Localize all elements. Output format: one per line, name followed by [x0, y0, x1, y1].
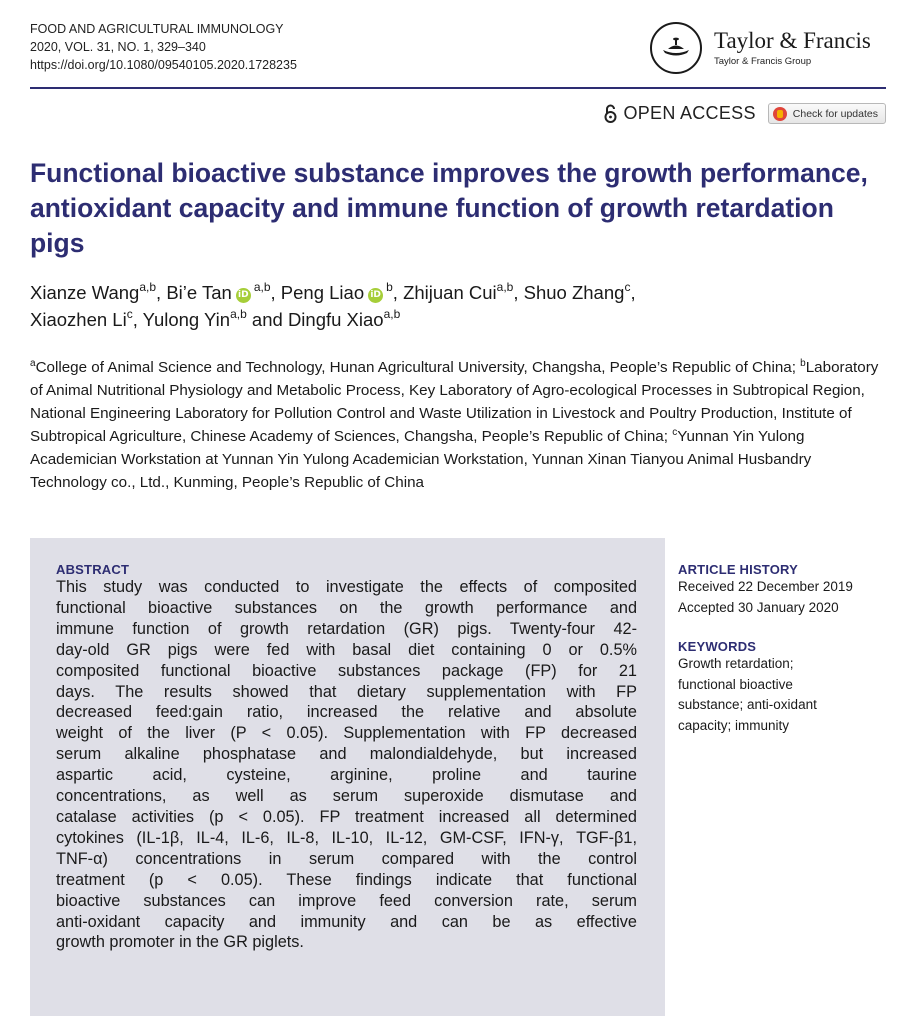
abstract-line: weight of the liver (P < 0.05). Supplementation with FP decreased	[56, 724, 637, 743]
author-affil: a,b	[253, 279, 271, 294]
publisher-brand	[650, 22, 871, 74]
abstract-line: This study was conducted to investigate the effects of composited	[56, 578, 637, 596]
abstract-line: cytokines (IL-1β, IL-4, IL-6, IL-8, IL-10, IL-12, GM-CSF, IFN-γ, TGF-β1,	[56, 828, 637, 847]
author-affil: a,b	[383, 306, 401, 321]
affil-label: b	[800, 357, 806, 369]
author-name[interactable]: Bi’e Tan	[166, 282, 232, 303]
author-affil: a,b	[496, 279, 514, 294]
keyword-line: Growth retardation;	[678, 656, 794, 671]
keywords	[678, 639, 888, 736]
author-name[interactable]: Yulong Yin	[142, 309, 231, 330]
author-name[interactable]: Dingfu Xiao	[287, 309, 384, 330]
article-history-heading: ARTICLE HISTORY	[678, 562, 799, 577]
check-updates-label: Check for updates	[792, 107, 878, 120]
publisher-group: Taylor & Francis Group	[714, 56, 812, 67]
author-name[interactable]: Shuo Zhang	[523, 282, 625, 303]
accepted-date: Accepted 30 January 2020	[678, 599, 839, 615]
abstract-line: treatment (p < 0.05). These findings indicate that functional	[56, 870, 637, 889]
abstract-line: growth promoter in the GR piglets.	[56, 933, 304, 952]
abstract-line: bioactive substances can improve feed conversion rate, serum	[56, 891, 637, 910]
orcid-icon[interactable]: iD	[368, 288, 383, 303]
abstract-line: decreased feed:gain ratio, increased the relative and absolute	[56, 703, 637, 722]
author-affil: c	[624, 279, 631, 294]
abstract-line: TNF-α) concentrations in serum compared with the control	[56, 849, 637, 868]
abstract-line: day-old GR pigs were fed with basal diet containing 0 or 0.5%	[56, 640, 637, 659]
publisher-logo-icon	[650, 22, 702, 74]
abstract-line: immune function of growth retardation (GR) pigs. Twenty-four 42-	[56, 619, 637, 638]
author-affil: a,b	[230, 306, 247, 321]
open-access-label: OPEN ACCESS	[623, 103, 756, 123]
affil-label: a	[30, 357, 36, 369]
journal-name: FOOD AND AGRICULTURAL IMMUNOLOGY	[30, 22, 284, 36]
author-name[interactable]: Peng Liao	[280, 282, 365, 303]
abstract-text	[56, 577, 637, 953]
crossmark-icon	[773, 107, 787, 121]
journal-citation: 2020, VOL. 31, NO. 1, 329–340	[30, 40, 206, 54]
open-access-badge	[604, 103, 755, 124]
journal-meta	[30, 20, 297, 74]
affiliations	[30, 356, 888, 495]
keyword-line: substance; anti-oxidant	[678, 697, 817, 712]
author-name[interactable]: Xianze Wang	[30, 282, 140, 303]
article-title: Functional bioactive substance improves the growth performance, antioxidant capacity and immune function of growth retardation pigs	[30, 158, 868, 258]
abstract-line: concentrations, as well as serum superoxide dismutase and	[56, 787, 637, 806]
author-affil: a,b	[139, 279, 157, 294]
publisher-name: Taylor & Francis	[714, 28, 871, 53]
abstract-box	[30, 538, 665, 1016]
affil-text: Yunnan Yin Yulong Academician Workstation at Yunnan Yin Yulong Academician Workstation, Yunnan Xinan Tianyou Animal Husbandry Technology co., Ltd., Kunming, People’s Republic of China	[30, 428, 812, 492]
abstract-line: serum alkaline phosphatase and malondialdehyde, but increased	[56, 745, 637, 764]
author-conjunction: and	[251, 309, 283, 330]
header-divider	[30, 87, 886, 89]
received-date: Received 22 December 2019	[678, 579, 853, 594]
author-affil: b	[386, 279, 393, 294]
article-sidebar	[678, 562, 888, 757]
affil-label: c	[672, 427, 678, 439]
author-name[interactable]: Xiaozhen Li	[30, 309, 127, 330]
abstract-line: days. The results showed that dietary supplementation with FP	[56, 682, 637, 701]
abstract-heading: ABSTRACT	[56, 562, 130, 577]
author-name[interactable]: Zhijuan Cui	[403, 282, 497, 303]
keyword-line: capacity; immunity	[678, 717, 790, 733]
access-row	[604, 103, 886, 124]
author-list: Xianze Wang$^{a,b}$, Bi’e Tan iD$^{a,b}$, Peng Liao $iD^b$, Zhijuan Cui$^{a,b}$, Shuo Zhang$^c$, Xiaozhen Li$^c$, Yulong Yin$^{a,b}$ and Dingfu Xiao$^{a,b}$	[30, 279, 636, 330]
keywords-heading: KEYWORDS	[678, 639, 757, 654]
abstract-line: catalase activities (p < 0.05). FP treatment increased all determined	[56, 807, 637, 826]
abstract-line: anti-oxidant capacity and immunity and can be as effective	[56, 912, 637, 931]
keyword-line: functional bioactive	[678, 676, 793, 692]
abstract-line: functional bioactive substances on the growth performance and	[56, 598, 637, 617]
check-for-updates-button[interactable]	[768, 103, 886, 124]
affil-text: College of Animal Science and Technology, Hunan Agricultural University, Changsha, People’s Republic of China;	[35, 359, 801, 376]
doi-link[interactable]: https://doi.org/10.1080/09540105.2020.1728235	[30, 58, 297, 72]
orcid-icon[interactable]: iD	[236, 288, 251, 303]
article-history	[678, 562, 888, 618]
open-lock-icon	[604, 104, 617, 123]
abstract-line: aspartic acid, cysteine, arginine, proline and taurine	[56, 766, 637, 785]
abstract-line: composited functional bioactive substances package (FP) for 21	[56, 661, 637, 680]
affil-text: Laboratory of Animal Nutritional Physiology and Metabolic Process, Key Laboratory of Agro-ecological Processes in Subtropical Region, National Engineering Laboratory for Pollution Control and Waste Utilization in Livestock and Poultry Production, Institute of Subtropical Agriculture, Chinese Academy of Sciences, Changsha, People’s Republic of China;	[30, 359, 879, 446]
author-affil: c	[126, 306, 133, 321]
